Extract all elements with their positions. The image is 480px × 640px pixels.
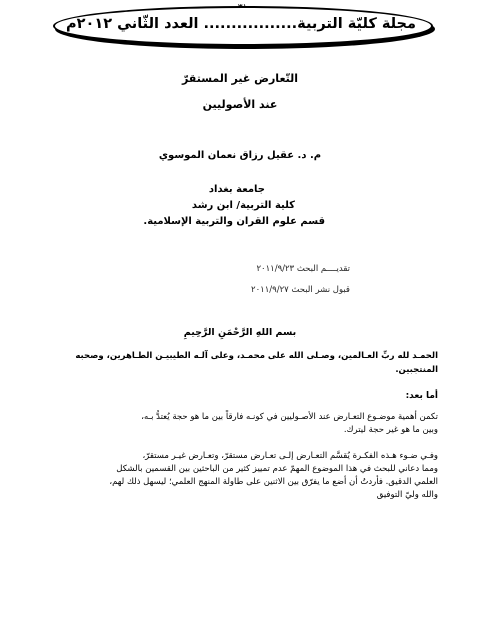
- paragraph-1-line-1: تكمن أهمية موضـوع التعـارض عند الأصـوليين في كونـه فارقاً بين ما هو حجة يُعتدُّ بـه،: [141, 412, 438, 422]
- submission-date: تقديــــم البحث ٢٠١١/٩/٢٣: [256, 264, 350, 274]
- paragraph-2-line-2: ومما دعاني للبحث في هذا الموضوع المهمّ عدم تمييز كثير من الباحثين بين القسمين بالشكل: [116, 464, 438, 474]
- affiliation-university: جامعة بغداد: [208, 184, 265, 195]
- paragraph-1-line-2: وبين ما هو غير حجة ليترك.: [343, 425, 438, 435]
- paragraph-2-line-4: والله وليّ التوفيق: [376, 490, 438, 500]
- article-title-line1: التّعارض غير المستقرّ: [181, 72, 299, 85]
- affiliation-department: قسم علوم القران والتربية الإسلامية.: [143, 216, 325, 227]
- article-title-line2: عند الأصوليين: [202, 98, 278, 111]
- affiliation-college: كلية التربية/ ابن رشد: [191, 200, 295, 211]
- praise-line-1: الحمـد لله ربِّ العـالمين، وصـلى الله على محمـد، وعلى آلـه الطيبيـن الطـاهرين، وصحبه: [75, 351, 438, 361]
- acceptance-date: قبول نشر البحث ٢٠١١/٩/٢٧: [251, 285, 350, 295]
- paragraph-2-line-1: وفـي ضـوء هـذه الفكـرة يُقسَّم التعـارض إلـى تعـارض مستقرّ، وتعـارض غيـر مستقرّ،: [142, 451, 438, 461]
- basmala: بسم اللهِ الرَّحْمَنِ الرَّحِيمِ: [183, 327, 297, 338]
- author-name: م. د. عقيل رزاق نعمان الموسوي: [158, 150, 322, 161]
- paragraph-2-line-3: العلمي الدقيق. فأردتُ أن أضع ما يفرّق بين الاثنين على طاولة المنهج العلمي؛ ليسهل ذلك لهم،: [109, 477, 438, 487]
- amma-bad-heading: أما بعد:: [405, 391, 438, 401]
- praise-line-2: المنتجبين.: [395, 365, 438, 375]
- journal-header-title: مجلة كليّة التربية................. العدد الثّاني ٢٠١٢م: [66, 16, 416, 32]
